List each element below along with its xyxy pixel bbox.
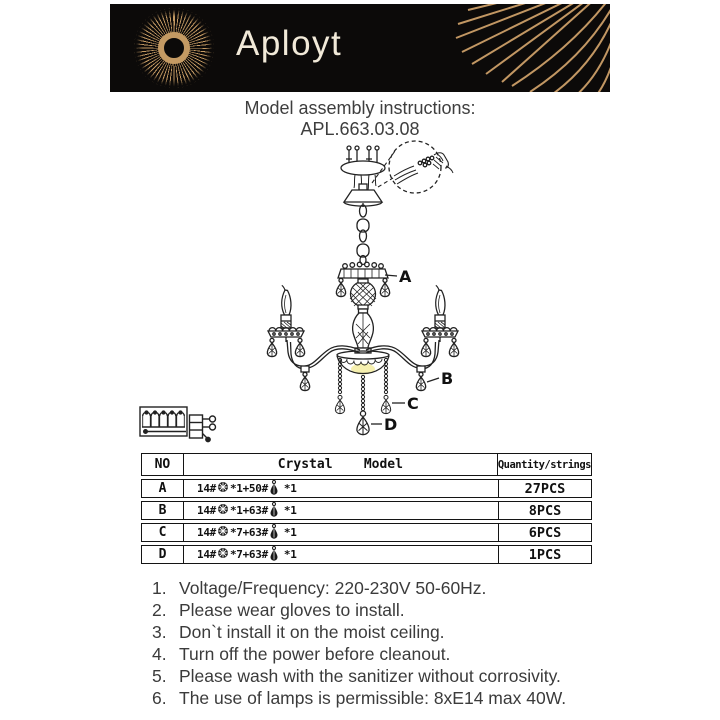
row-crystal-model xyxy=(183,502,499,519)
row-no: C xyxy=(158,525,167,540)
note-text: Please wash with the sanitizer without corrosivity. xyxy=(179,666,561,686)
center-column xyxy=(353,309,374,353)
crystal-text: *7+63# xyxy=(229,548,268,561)
crystal-text: *1+50# xyxy=(229,482,268,495)
table-header-row xyxy=(141,453,592,476)
note-number: 2. xyxy=(152,600,167,620)
crystal-text: 14# xyxy=(197,482,216,495)
note-text: Voltage/Frequency: 220-230V 50-60Hz. xyxy=(179,578,487,598)
list-item xyxy=(152,665,692,687)
note-text: The use of lamps is permissible: 8xE14 max 40W. xyxy=(179,688,567,708)
row-quantity: 8PCS xyxy=(528,502,562,519)
note-text: Turn off the power before cleanout. xyxy=(179,644,451,664)
teardrop-icon xyxy=(269,546,279,564)
table-row xyxy=(141,479,592,498)
teardrop-icon xyxy=(269,480,279,498)
part-label-c: C xyxy=(407,394,419,413)
model-number: APL.663.03.08 xyxy=(300,119,420,139)
instruction-notes xyxy=(152,577,692,709)
crystal-text: *1 xyxy=(283,482,297,495)
hanging-chain xyxy=(357,205,369,265)
list-item xyxy=(152,577,692,599)
crystal-text: *1 xyxy=(283,548,297,561)
list-item xyxy=(152,687,692,709)
terminal-block-diagram xyxy=(140,407,216,442)
note-number: 6. xyxy=(152,688,167,708)
crystal-text: *1+63# xyxy=(229,504,268,517)
right-candle xyxy=(421,285,458,357)
note-text: Don`t install it on the moist ceiling. xyxy=(179,622,445,642)
lattice-ball xyxy=(350,279,376,309)
header-crystal-model: Crystal Model xyxy=(183,454,498,475)
list-item xyxy=(152,621,692,643)
crystal-text: 14# xyxy=(197,548,216,561)
crystal-text: *7+63# xyxy=(229,526,268,539)
note-number: 1. xyxy=(152,578,167,598)
row-quantity: 6PCS xyxy=(528,524,562,541)
crystal-text: 14# xyxy=(197,526,216,539)
note-number: 3. xyxy=(152,622,167,642)
note-number: 4. xyxy=(152,644,167,664)
page-title: Model assembly instructions: xyxy=(244,98,476,118)
left-candle xyxy=(267,285,304,357)
note-text: Please wear gloves to install. xyxy=(179,600,405,620)
table-row xyxy=(141,523,592,542)
center-bowl xyxy=(337,351,389,375)
list-item xyxy=(152,643,692,665)
row-crystal-model xyxy=(183,546,499,563)
list-item xyxy=(152,599,692,621)
row-crystal-model xyxy=(183,480,499,497)
row-quantity: 1PCS xyxy=(528,546,562,563)
row-quantity: 27PCS xyxy=(524,480,566,497)
canopy xyxy=(344,184,382,207)
teardrop-icon xyxy=(269,502,279,520)
part-label-b: B xyxy=(441,369,454,388)
header-no: NO xyxy=(154,457,171,472)
table-row xyxy=(141,545,592,564)
table-row xyxy=(141,501,592,520)
row-crystal-model xyxy=(183,524,499,541)
octagon-bead-icon xyxy=(217,525,229,540)
crystal-text: *1 xyxy=(283,526,297,539)
row-no: A xyxy=(158,481,167,496)
crystal-table xyxy=(141,453,592,567)
row-no: D xyxy=(158,547,167,562)
part-label-d: D xyxy=(384,415,398,434)
crystal-text: *1 xyxy=(283,504,297,517)
brand-name: Aployt xyxy=(236,24,343,63)
header-quantity: Quantity/strings xyxy=(497,458,591,471)
octagon-bead-icon xyxy=(217,481,229,496)
octagon-bead-icon xyxy=(217,547,229,562)
note-number: 5. xyxy=(152,666,167,686)
row-no: B xyxy=(158,503,167,518)
teardrop-icon xyxy=(269,524,279,542)
part-label-a: A xyxy=(399,267,412,286)
octagon-bead-icon xyxy=(217,503,229,518)
crystal-text: 14# xyxy=(197,504,216,517)
